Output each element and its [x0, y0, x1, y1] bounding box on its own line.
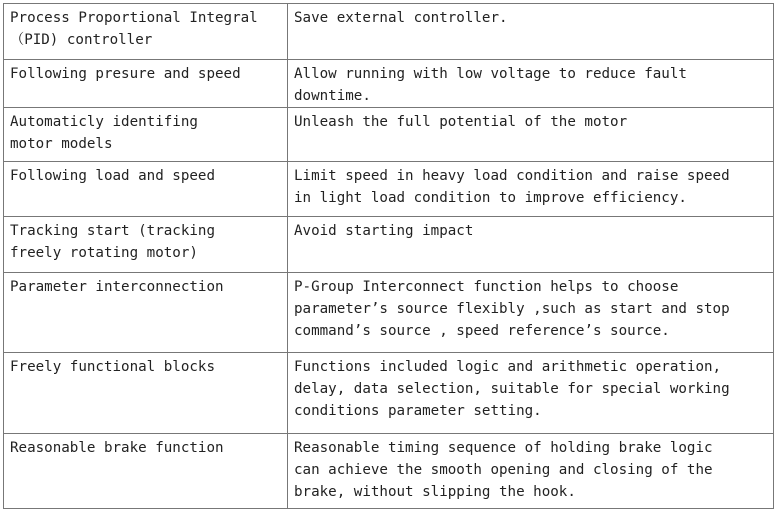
benefit-cell: Avoid starting impact [288, 217, 774, 273]
feature-cell: Following presure and speed [4, 60, 288, 108]
feature-cell: Automaticly identifing motor models [4, 108, 288, 162]
benefit-cell: Reasonable timing sequence of holding brake logic can achieve the smooth opening and closing of the brake, without slipping the hook. [288, 434, 774, 509]
table-row [4, 108, 774, 162]
feature-cell: Process Proportional Integral （PID) controller [4, 4, 288, 60]
benefit-cell: Unleash the full potential of the motor [288, 108, 774, 162]
feature-cell: Freely functional blocks [4, 353, 288, 434]
feature-cell: Tracking start (tracking freely rotating motor) [4, 217, 288, 273]
feature-cell: Parameter interconnection [4, 273, 288, 353]
feature-cell: Reasonable brake function [4, 434, 288, 509]
table-row [4, 162, 774, 217]
table-row [4, 4, 774, 60]
benefit-cell: Allow running with low voltage to reduce fault downtime. [288, 60, 774, 108]
benefit-cell: Save external controller. [288, 4, 774, 60]
table-row [4, 273, 774, 353]
benefit-cell: P-Group Interconnect function helps to choose parameter’s source flexibly ,such as start and stop command’s source , speed reference’s source. [288, 273, 774, 353]
table-row [4, 353, 774, 434]
table-row [4, 60, 774, 108]
table-row [4, 434, 774, 509]
benefit-cell: Limit speed in heavy load condition and raise speed in light load condition to improve efficiency. [288, 162, 774, 217]
benefit-cell: Functions included logic and arithmetic operation, delay, data selection, suitable for special working conditions parameter setting. [288, 353, 774, 434]
feature-table [3, 3, 774, 509]
table-row [4, 217, 774, 273]
feature-cell: Following load and speed [4, 162, 288, 217]
